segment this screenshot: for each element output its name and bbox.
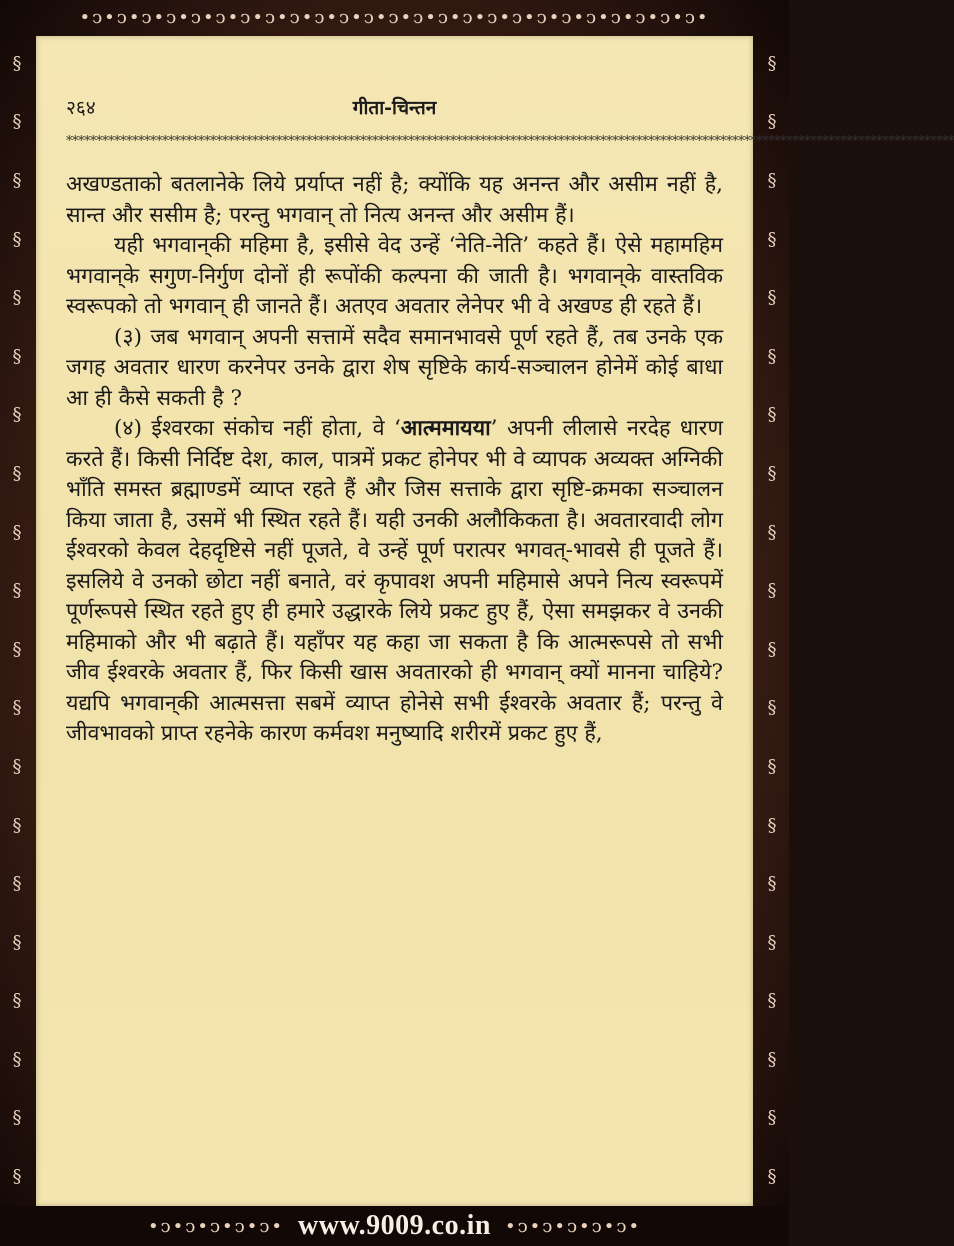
- website-link[interactable]: www.9009.co.in: [284, 1210, 505, 1242]
- bottom-ornament-border: [0, 1206, 789, 1246]
- page-body: [66, 170, 723, 750]
- bottom-left-ornament: •ↄ•ↄ•ↄ•ↄ•ↄ•: [147, 1215, 285, 1237]
- left-ornament-border: § § § § § § § § § § § § § § § § § § § §: [12, 52, 22, 1188]
- book-page: [36, 36, 954, 1206]
- paragraph-4: [66, 414, 723, 750]
- page-header: [66, 92, 723, 122]
- paragraph-4-bold-term: आत्ममायया: [400, 416, 491, 441]
- top-ornament-border: •ↄ•ↄ•ↄ•ↄ•ↄ•ↄ•ↄ•ↄ•ↄ•ↄ•ↄ•ↄ•ↄ•ↄ•ↄ•ↄ•ↄ•ↄ•ↄ•ↄ•ↄ•ↄ•ↄ•ↄ•ↄ•: [79, 6, 710, 28]
- right-ornament-border: § § § § § § § § § § § § § § § § § § § §: [767, 52, 777, 1188]
- bottom-right-ornament: •ↄ•ↄ•ↄ•ↄ•ↄ•: [504, 1215, 642, 1237]
- page-title: गीता-चिन्तन: [352, 97, 437, 119]
- paragraph-4-start: (४) ईश्वरका संकोच नहीं होता, वे ‘: [114, 416, 401, 441]
- page-number: २६४: [66, 97, 96, 119]
- paragraph-4-rest: ’ अपनी लीलासे नरदेह धारण करते हैं। किसी निर्दिष्ट देश, काल, पात्रमें प्रकट होनेपर भी वे व्यापक अव्यक्त अग्निकी भाँति समस्त ब्रह्माण्डमें व्याप्त रहते हैं और जिस सत्ताके द्वारा सृष्टि-क्रमका सञ्चालन किया जाता है, उसमें भी स्थित रहते हैं। यही उनकी अलौकिकता है। अवतारवादी लोग ईश्वरको केवल देहदृष्टिसे नहीं पूजते, वे उन्हें पूर्ण परात्पर भगवत्-भावसे ही पूजते हैं। इसलिये वे उनको छोटा नहीं बनाते, वरं कृपावश अपनी महिमासे अपने नित्य स्वरूपमें पूर्णरूपसे स्थित रहते हुए ही हमारे उद्धारके लिये प्रकट हुए हैं, ऐसा समझकर वे उनकी महिमाको और भी बढ़ाते हैं। यहाँपर यह कहा जा सकता है कि आत्मरूपसे तो सभी जीव ईश्वरके अवतार हैं, फिर किसी खास अवतारको ही भगवान् क्यों मानना चाहिये? यद्यपि भगवान्‌की आत्मसत्ता सबमें व्याप्त होनेसे सभी ईश्वरके अवतार हैं; परन्तु वे जीवभावको प्राप्त रहनेके कारण कर्मवश मनुष्यादि शरीरमें प्रकट हुए हैं,: [66, 416, 723, 746]
- paragraph-2: यही भगवान्‌की महिमा है, इसीसे वेद उन्हें ‘नेति-नेति’ कहते हैं। ऐसे महामहिम भगवान्‌के सगुण-निर्गुण दोनों ही रूपोंकी कल्पना की जाती है। भगवान्‌के वास्तविक स्वरूपको तो भगवान् ही जानते हैं। अतएव अवतार लेनेपर भी वे अखण्ड ही रहते हैं।: [66, 233, 723, 319]
- paragraph-1: अखण्डताको बतलानेके लिये प्रर्याप्त नहीं है; क्योंकि यह अनन्त और असीम नहीं है, सान्त और ससीम है; परन्तु भगवान् तो नित्य अनन्त और असीम हैं।: [66, 172, 723, 228]
- header-divider: ****************************************************************************************************************************************************: [66, 134, 954, 149]
- paragraph-3: (३) जब भगवान् अपनी सत्तामें सदैव समानभावसे पूर्ण रहते हैं, तब उनके एक जगह अवतार धारण करनेपर उनके द्वारा शेष सृष्टिके कार्य-सञ्चालन होनेमें कोई बाधा आ ही कैसे सकती है ?: [66, 324, 723, 411]
